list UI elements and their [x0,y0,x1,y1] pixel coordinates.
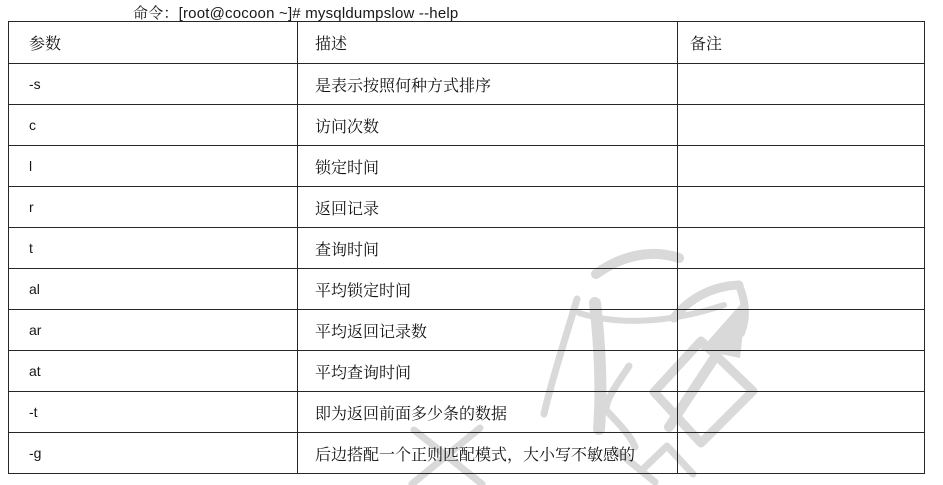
note-cell [678,146,925,187]
param-cell: ar [9,310,298,351]
note-cell [678,392,925,433]
desc-cell: 锁定时间 [298,146,678,187]
mysqldumpslow-options-table [8,21,925,474]
param-cell: r [9,187,298,228]
note-cell [678,105,925,146]
desc-cell: 即为返回前面多少条的数据 [298,392,678,433]
table-row [9,187,925,228]
note-cell [678,228,925,269]
table-row [9,269,925,310]
table-row [9,433,925,474]
param-cell: t [9,228,298,269]
note-cell [678,351,925,392]
table-row [9,64,925,105]
desc-cell: 平均返回记录数 [298,310,678,351]
table-row [9,146,925,187]
desc-cell: 返回记录 [298,187,678,228]
note-cell [678,269,925,310]
note-cell [678,310,925,351]
table-row [9,310,925,351]
header-note: 备注 [678,22,925,64]
table-row [9,228,925,269]
command-title: 命令：[root@cocoon ~]# mysqldumpslow --help [133,5,459,22]
desc-cell: 是表示按照何种方式排序 [298,64,678,105]
table-header-row [9,22,925,64]
param-cell: -t [9,392,298,433]
param-cell: -s [9,64,298,105]
note-cell [678,433,925,474]
param-cell: l [9,146,298,187]
table-row [9,392,925,433]
desc-cell: 访问次数 [298,105,678,146]
param-cell: c [9,105,298,146]
desc-cell: 平均查询时间 [298,351,678,392]
note-cell [678,64,925,105]
desc-cell: 后边搭配一个正则匹配模式，大小写不敏感的 [298,433,678,474]
note-cell [678,187,925,228]
desc-cell: 查询时间 [298,228,678,269]
header-desc: 描述 [298,22,678,64]
table-row [9,105,925,146]
desc-cell: 平均锁定时间 [298,269,678,310]
param-cell: al [9,269,298,310]
header-param: 参数 [9,22,298,64]
param-cell: at [9,351,298,392]
table-row [9,351,925,392]
param-cell: -g [9,433,298,474]
